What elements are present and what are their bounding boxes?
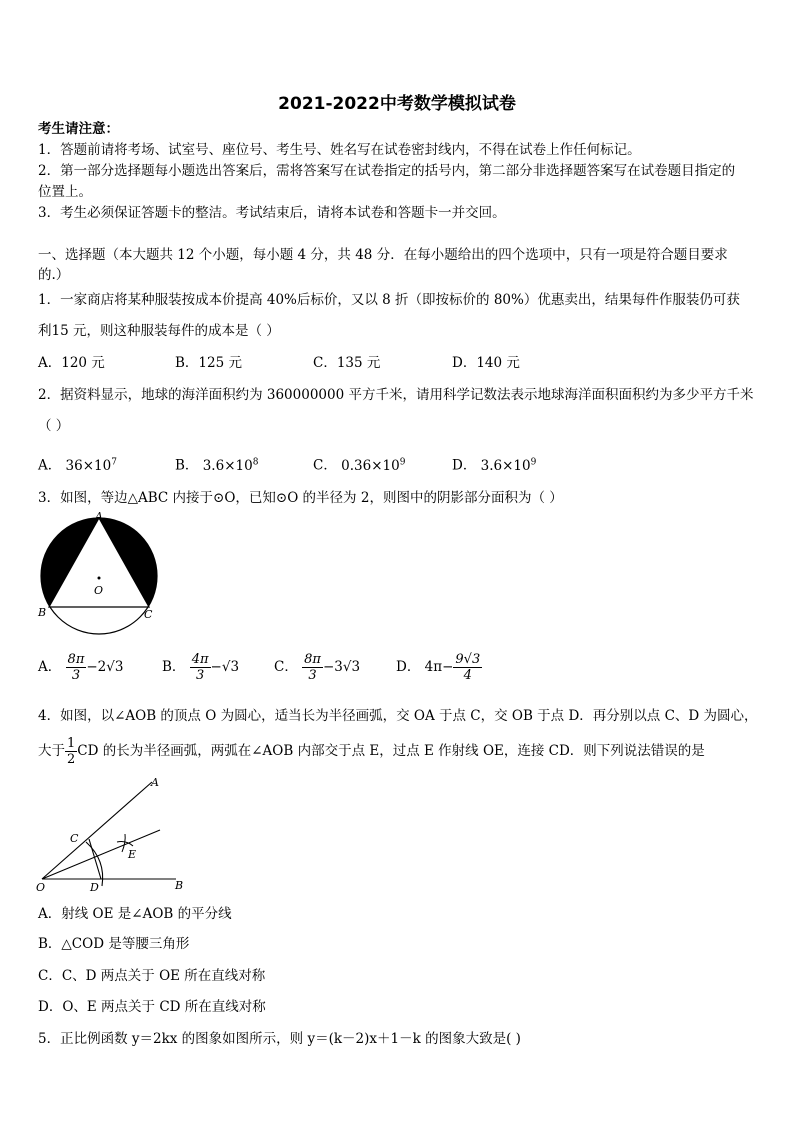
option-label: A． xyxy=(38,457,62,474)
question-4-text: 4．如图，以∠AOB 的顶点 O 为圆心，适当长为半径画弧，交 OA 于点 C，交 OB 于点 D．再分别以点 C、D 为圆心， xyxy=(38,708,758,724)
label-e: E xyxy=(128,848,137,861)
option-label: C． xyxy=(313,457,337,474)
option-label: A． xyxy=(38,659,62,675)
center-point xyxy=(98,577,101,580)
question-1-option-c: C．135 元 xyxy=(313,355,381,371)
question-4-figure xyxy=(34,772,194,894)
sci-notation: $3.6\times 10^8$ xyxy=(202,457,259,474)
fraction: $\frac{4\pi}{3}$ xyxy=(191,652,209,683)
question-1-option-d: D．140 元 xyxy=(452,355,520,371)
question-3-option-c: C． $\frac{8\pi}{3}$ −3√3 xyxy=(274,652,361,683)
fraction: $\frac{8\pi}{3}$ xyxy=(67,652,85,683)
sci-notation: $3.6\times 10^9$ xyxy=(480,457,537,474)
question-4-option-a: A．射线 OE 是∠AOB 的平分线 xyxy=(38,906,232,922)
option-label: B． xyxy=(162,659,186,675)
question-4-option-d: D．O、E 两点关于 CD 所在直线对称 xyxy=(38,999,266,1015)
sci-notation: $36\times 10^7$ xyxy=(65,457,117,474)
question-2-option-b xyxy=(175,453,258,475)
question-1-option-b: B．125 元 xyxy=(175,355,242,371)
label-o: O xyxy=(36,881,46,894)
label-a: A xyxy=(95,510,103,523)
question-2-text: 2．据资料显示，地球的海洋面积约为 360000000 平方千米，请用科学记数法表示地球海洋面积面积约为多少平方千米 xyxy=(38,387,754,403)
notice-heading: 考生请注意： xyxy=(38,121,119,137)
option-label: C． xyxy=(274,659,298,675)
option-label: D． xyxy=(396,659,421,675)
fraction: $\frac{8\pi}{3}$ xyxy=(304,652,321,683)
option-label: B． xyxy=(175,457,199,474)
question-2-text-cont: （ ） xyxy=(38,418,70,434)
question-3-option-b: B． $\frac{4\pi}{3}$ −√3 xyxy=(162,652,240,683)
section-heading: 一、选择题（本大题共 12 个小题，每小题 4 分，共 48 分．在每小题给出的四个选项中，只有一项是符合题目要求 xyxy=(38,247,728,263)
arc-e-2 xyxy=(122,834,125,852)
notice-item-2: 2．第一部分选择题每小题选出答案后，需将答案写在试卷指定的括号内，第二部分非选择题答案写在试卷题目指定的 xyxy=(38,163,736,179)
question-4-text-cont: 大于 $\frac{1}{2}$ CD 的长为半径画弧，两弧在∠AOB 内部交于点 E，过点 E 作射线 OE，连接 CD．则下列说法错误的是 xyxy=(38,736,705,767)
ray-oe xyxy=(42,830,160,879)
page-title: 2021-2022中考数学模拟试卷 xyxy=(278,94,516,114)
fraction: $\frac{9√3}{4}$ xyxy=(455,652,481,683)
label-b: B xyxy=(38,606,47,619)
question-2-option-c xyxy=(313,453,405,475)
label-c: C xyxy=(70,832,79,845)
label-o: O xyxy=(94,584,104,597)
question-1-text-cont: 利15 元，则这种服装每件的成本是（ ） xyxy=(38,323,280,339)
label-d: D xyxy=(90,881,99,894)
question-1-option-a: A．120 元 xyxy=(38,355,105,371)
question-2-option-a xyxy=(38,453,117,475)
fraction-half: $\frac{1}{2}$ xyxy=(67,736,76,767)
question-4-option-c: C．C、D 两点关于 OE 所在直线对称 xyxy=(38,968,266,984)
question-1-text: 1．一家商店将某种服装按成本价提高 40%后标价，又以 8 折（即按标价的 80%）优惠卖出，结果每件作服装仍可获 xyxy=(38,292,740,308)
option-label: D． xyxy=(452,457,477,474)
question-3-figure xyxy=(34,506,164,638)
question-4-option-b: B．△COD 是等腰三角形 xyxy=(38,936,190,952)
notice-item-2-cont: 位置上。 xyxy=(38,184,92,200)
section-heading-cont: 的.） xyxy=(38,267,70,283)
notice-item-3: 3．考生必须保证答题卡的整洁。考试结束后，请将本试卷和答题卡一并交回。 xyxy=(38,205,506,221)
label-a: A xyxy=(151,776,159,789)
label-b: B xyxy=(175,879,184,892)
question-2-option-d xyxy=(452,453,536,475)
question-5-text: 5．正比例函数 y＝2kx 的图象如图所示，则 y＝(k－2)x＋1－k 的图象大致是( ) xyxy=(38,1031,521,1047)
question-3-option-a: A． $\frac{8\pi}{3}$ −2√3 xyxy=(38,652,124,683)
notice-item-1: 1．答题前请将考场、试室号、座位号、考生号、姓名写在试卷密封线内，不得在试卷上作任何标记。 xyxy=(38,142,641,158)
question-3-option-d: D． 4π− $\frac{9√3}{4}$ xyxy=(396,652,481,683)
sci-notation: $0.36\times 10^9$ xyxy=(341,457,406,474)
question-3-text: 3．如图，等边△ABC 内接于⊙O，已知⊙O 的半径为 2，则图中的阴影部分面积为（ ） xyxy=(38,490,563,506)
label-c: C xyxy=(144,608,153,621)
